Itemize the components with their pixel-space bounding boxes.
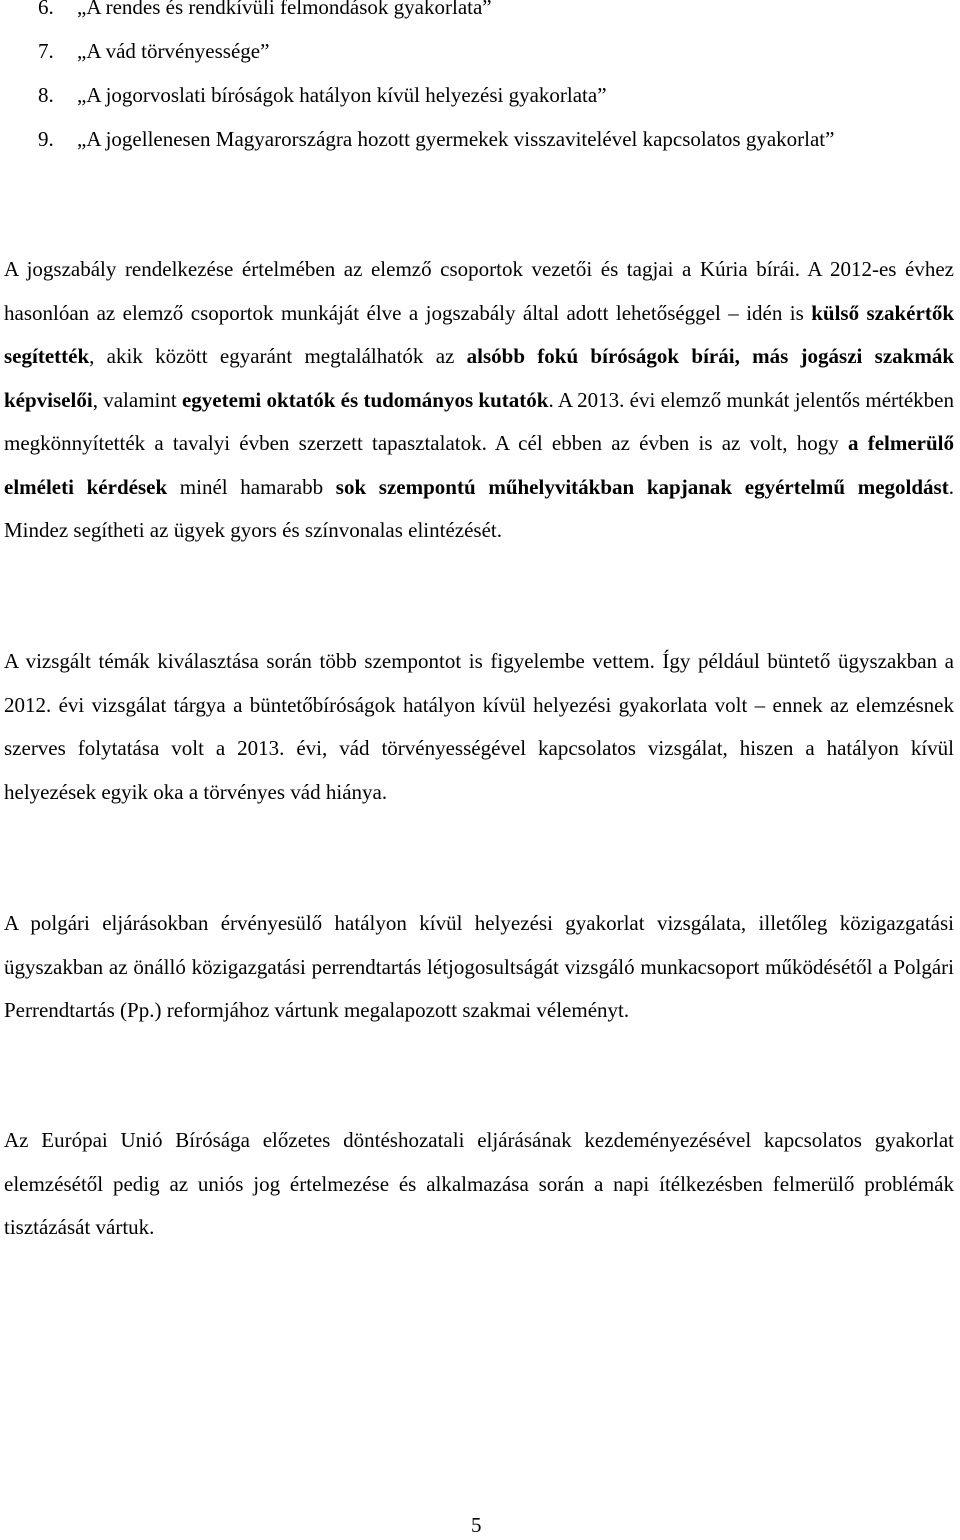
list-item [0, 29, 956, 73]
page-number: 5 [471, 1513, 482, 1537]
list-item-number: 7. [38, 39, 54, 63]
paragraph-experts [4, 248, 954, 553]
paragraph-eu-court: Az Európai Unió Bírósága előzetes döntéshozatali eljárásának kezdeményezésével kapcsolatos gyakorlat elemzésétől pedig az uniós jog értelmezése és alkalmazása során a napi ítélkezésben felmerülő problémák tisztázását vártuk. [4, 1128, 954, 1239]
list-item-text: „A jogellenesen Magyarországra hozott gyermekek visszavitelével kapcsolatos gyakorlat” [77, 127, 835, 151]
bold-phrase: sok szempontú műhelyvitákban kapjanak egyértelmű megoldást [335, 474, 949, 499]
paragraph-text: , akik között egyaránt megtalálhatók az [89, 344, 467, 368]
bold-phrase: egyetemi oktatók és tudományos kutatók [181, 387, 549, 412]
list-item [0, 0, 956, 29]
list-item-number: 6. [38, 0, 54, 19]
topic-list [0, 0, 956, 161]
paragraph-text: . A 2013. évi elemző munkát jelentős mértékben megkönnyítették a tavalyi évben szerzett tapasztalatok. A cél ebben az évben is az volt, hogy [4, 387, 954, 455]
paragraph-text: A jogszabály rendelkezése értelmében az elemző csoportok vezetői és tagjai a Kúria bírái. A 2012-es évhez hasonlóan az elemző csoportok munkáját élve a jogszabály által adott lehetőséggel – idén is [4, 257, 954, 325]
list-item-number: 9. [38, 127, 54, 151]
paragraph-topic-selection: A vizsgált témák kiválasztása során több szempontot is figyelembe vettem. Így például büntető ügyszakban a 2012. évi vizsgálat tárgya a büntetőbíróságok hatályon kívül helyezési gyakorlata volt – ennek az elemzésnek szerves folytatása volt a 2013. évi, vád törvényességével kapcsolatos vizsgálat, hiszen a hatályon kívül helyezések egyik oka a törvényes vád hiánya. [4, 649, 954, 804]
paragraph-civil-procedure: A polgári eljárásokban érvényesülő hatályon kívül helyezési gyakorlat vizsgálata, illetőleg közigazgatási ügyszakban az önálló közigazgatási perrendtartás létjogosultságát vizsgáló munkacsoport működésétől a Polgári Perrendtartás (Pp.) reformjához vártunk megalapozott szakmai véleményt. [4, 911, 954, 1022]
bold-phrase: a felmerülő elméleti kérdések [4, 431, 954, 499]
list-item [0, 73, 956, 117]
list-item-number: 8. [38, 83, 54, 107]
bold-phrase: alsóbb fokú bíróságok bírái, más jogászi szakmák képviselői [4, 344, 954, 412]
paragraph-text: , valamint [92, 387, 182, 412]
bold-phrase: külső szakértők segítették [4, 300, 954, 368]
list-item-text: „A jogorvoslati bíróságok hatályon kívül helyezési gyakorlata” [77, 83, 607, 107]
paragraph-text: . Mindez segítheti az ügyek gyors és színvonalas elintézését. [4, 474, 954, 542]
paragraph-text: minél hamarabb [167, 474, 336, 499]
list-item-text: „A rendes és rendkívüli felmondások gyakorlata” [77, 0, 492, 19]
list-item-text: „A vád törvényessége” [77, 39, 270, 63]
list-item [0, 117, 956, 161]
